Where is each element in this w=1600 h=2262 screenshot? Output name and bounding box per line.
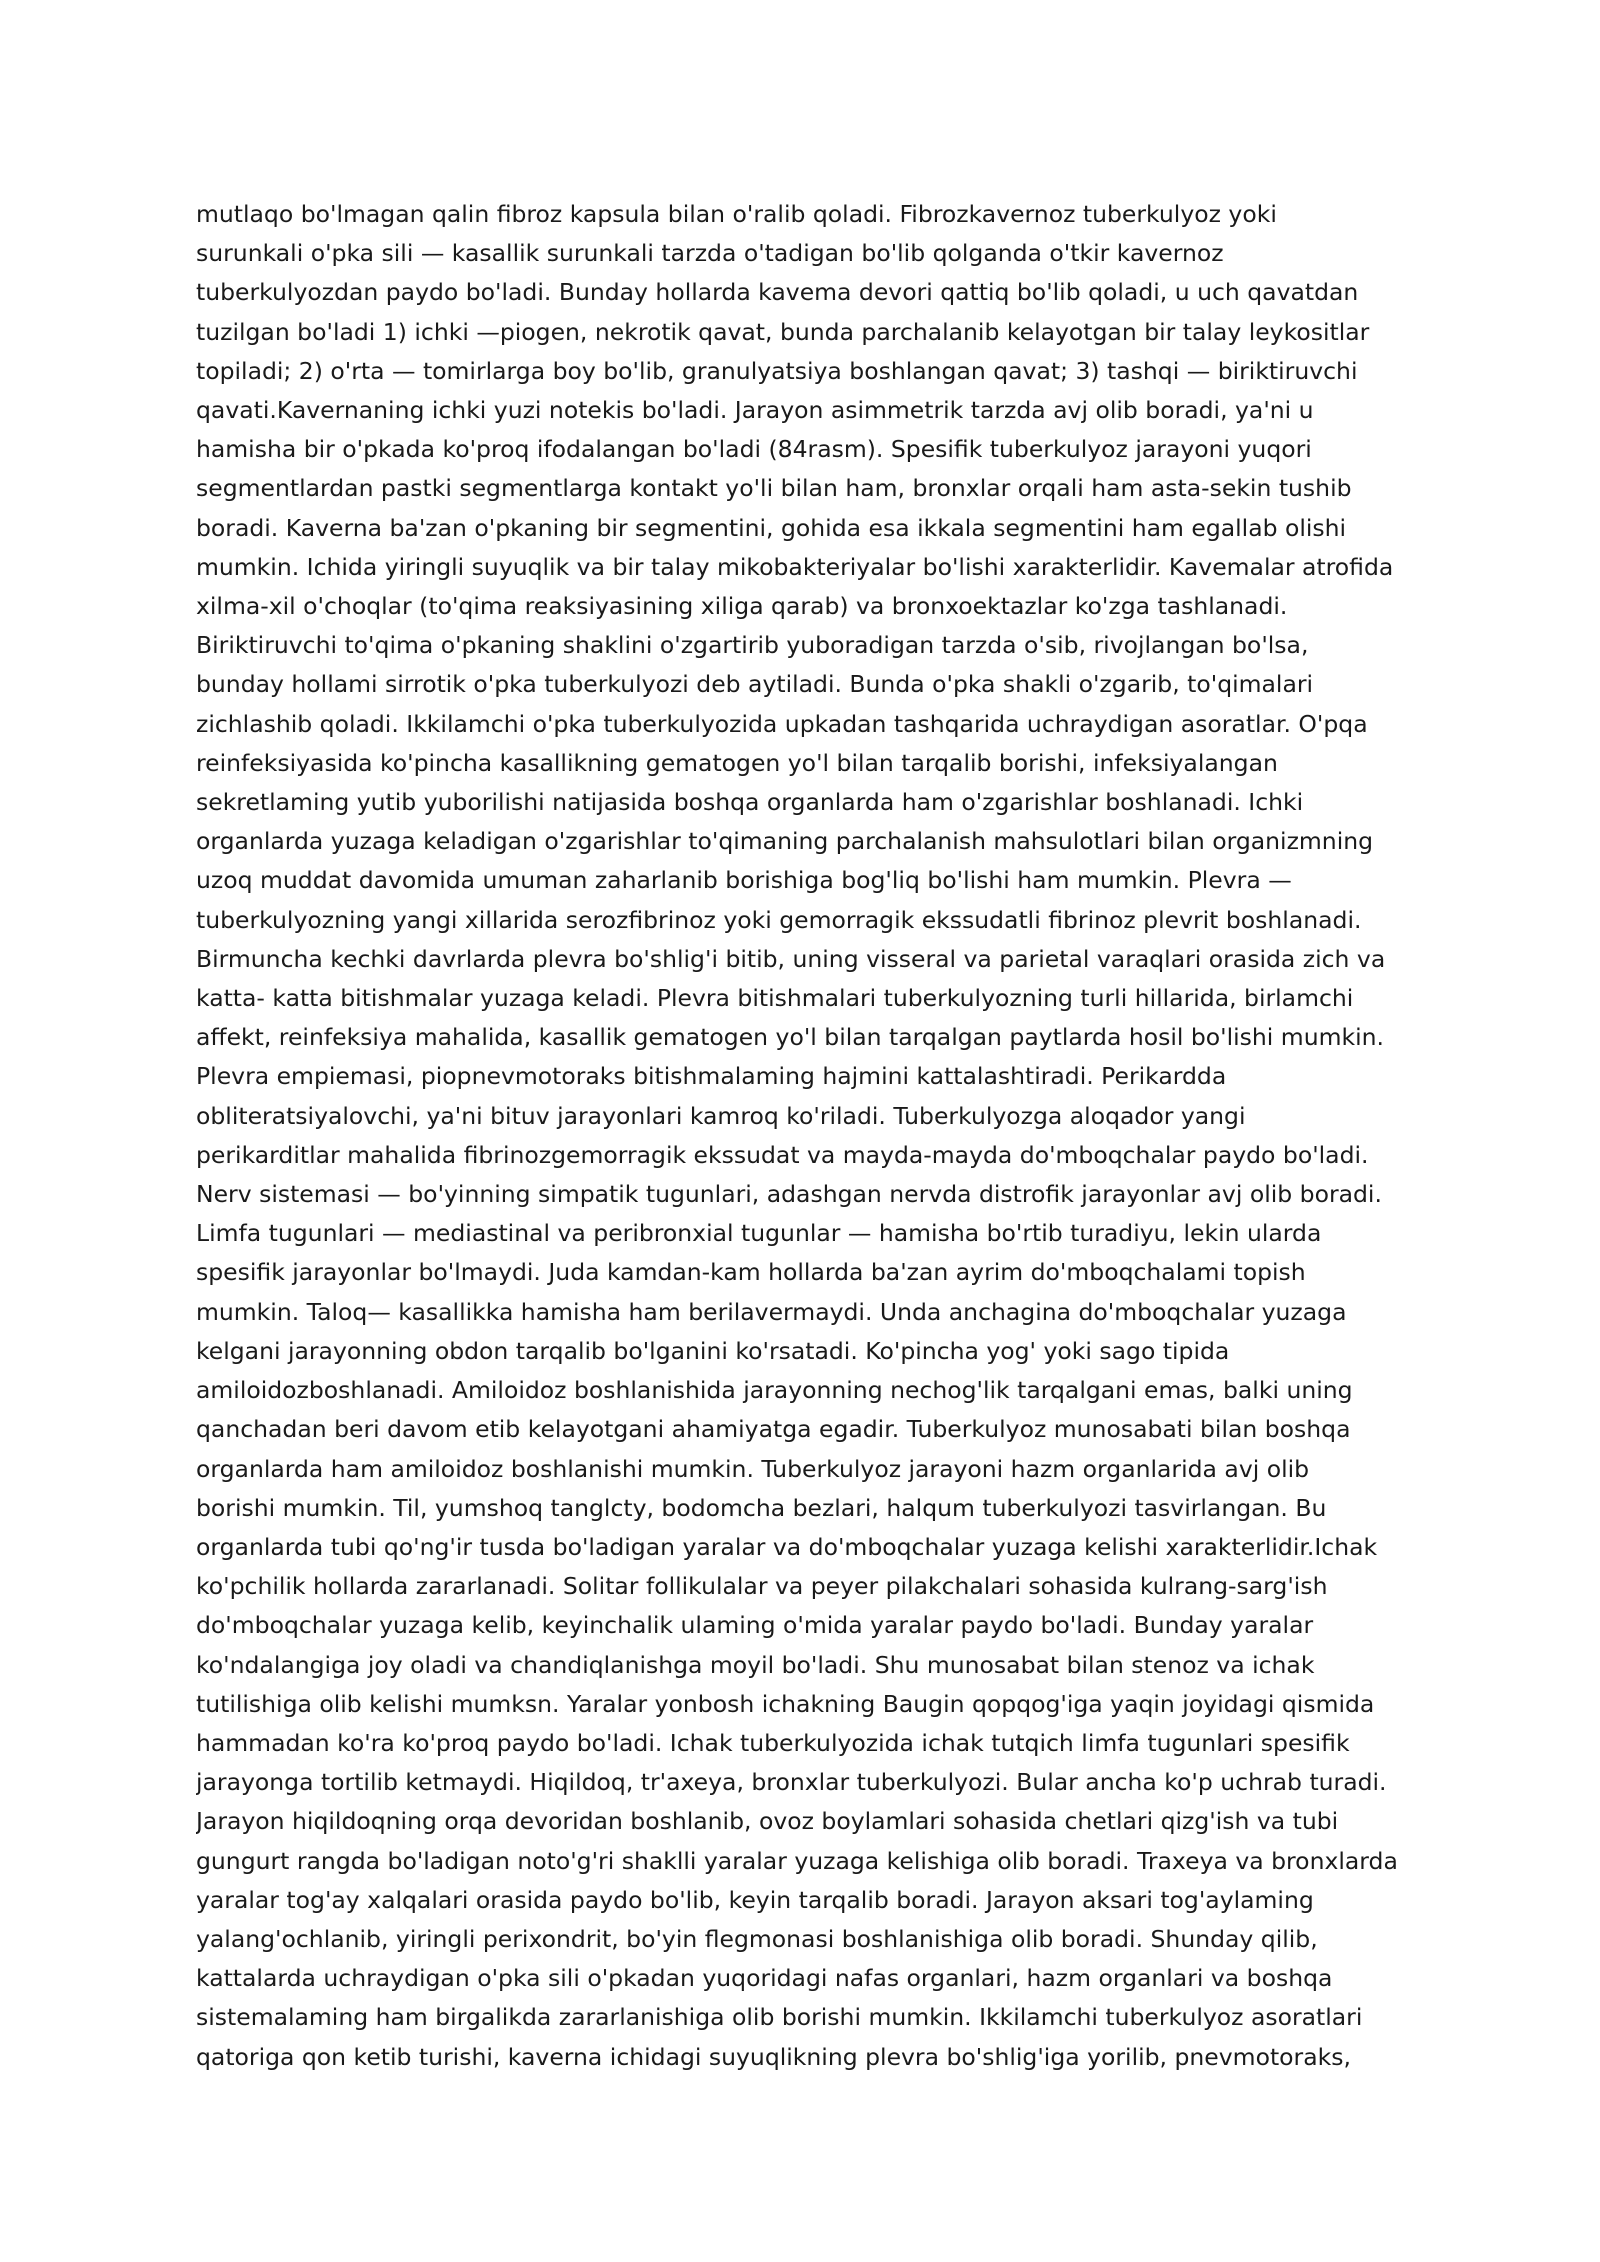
text-line: Plevra empiemasi, piopnevmotoraks bitishmalaming hajmini kattalashtiradi. Perikardda bbox=[196, 1062, 1227, 1091]
text-line: amiloidozboshlanadi. Amiloidoz boshlanishida jarayonning nechog'lik tarqalgani emas, balki uning bbox=[196, 1376, 1353, 1405]
text-line: segmentlardan pastki segmentlarga kontakt yo'li bilan ham, bronxlar orqali ham asta-sekin tushib bbox=[196, 474, 1352, 503]
text-line: hamisha bir o'pkada ko'proq ifodalangan bo'ladi (84rasm). Spesifik tuberkulyoz jarayoni yuqori bbox=[196, 435, 1312, 464]
text-line: perikarditlar mahalida fibrinozgemorragik ekssudat va mayda-mayda do'mboqchalar paydo bo'ladi. bbox=[196, 1140, 1369, 1169]
body-text bbox=[196, 195, 1426, 2077]
text-line: organlarda ham amiloidoz boshlanishi mumkin. Tuberkulyoz jarayoni hazm organlarida avj olib bbox=[196, 1454, 1310, 1483]
text-line: mumkin. Ichida yiringli suyuqlik va bir talay mikobakteriyalar bo'lishi xarakterlidir. Kavemalar atrofida bbox=[196, 552, 1394, 581]
text-line: borishi mumkin. Til, yumshoq tanglcty, bodomcha bezlari, halqum tuberkulyozi tasvirlangan. Bu bbox=[196, 1493, 1327, 1522]
text-line: kattalarda uchraydigan o'pka sili o'pkadan yuqoridagi nafas organlari, hazm organlari va boshqa bbox=[196, 1964, 1333, 1993]
text-line: tutilishiga olib kelishi mumksn. Yaralar yonbosh ichakning Baugin qopqog'iga yaqin joyidagi qismida bbox=[196, 1689, 1375, 1718]
text-line: ko'ndalangiga joy oladi va chandiqlanishga moyil bo'ladi. Shu munosabat bilan stenoz va ichak bbox=[196, 1650, 1315, 1679]
text-line: jarayonga tortilib ketmaydi. Hiqildoq, tr'axeya, bronxlar tuberkulyozi. Bular ancha ko'p uchrab turadi. bbox=[196, 1768, 1387, 1797]
text-line: gungurt rangda bo'ladigan noto'g'ri shaklli yaralar yuzaga kelishiga olib boradi. Traxeya va bronxlarda bbox=[196, 1846, 1398, 1875]
text-line: qatoriga qon ketib turishi, kaverna ichidagi suyuqlikning plevra bo'shlig'iga yorilib, pnevmotoraks, bbox=[196, 2042, 1351, 2071]
text-line: yalang'ochlanib, yiringli perixondrit, bo'yin flegmonasi boshlanishiga olib boradi. Shunday qilib, bbox=[196, 1924, 1318, 1953]
text-line: yaralar tog'ay xalqalari orasida paydo bo'lib, keyin tarqalib boradi. Jarayon aksari tog'aylaming bbox=[196, 1885, 1314, 1914]
text-line: sekretlaming yutib yuborilishi natijasida boshqa organlarda ham o'zgarishlar boshlanadi. Ichki bbox=[196, 788, 1304, 817]
text-line: tuzilgan bo'ladi 1) ichki —piogen, nekrotik qavat, bunda parchalanib kelayotgan bir talay leykositlar bbox=[196, 317, 1370, 346]
text-line: Birmuncha kechki davrlarda plevra bo'shlig'i bitib, uning visseral va parietal varaqlari orasida zich va bbox=[196, 944, 1386, 973]
text-line: affekt, reinfeksiya mahalida, kasallik gematogen yo'l bilan tarqalgan paytlarda hosil bo'lishi mumkin. bbox=[196, 1023, 1384, 1052]
text-line: tuberkulyozdan paydo bo'ladi. Bunday hollarda kavema devori qattiq bo'lib qoladi, u uch qavatdan bbox=[196, 278, 1359, 307]
text-line: surunkali o'pka sili — kasallik surunkali tarzda o'tadigan bo'lib qolganda o'tkir kavernoz bbox=[196, 239, 1224, 268]
text-line: xilma-xil o'choqlar (to'qima reaksiyasining xiliga qarab) va bronxoektazlar ko'zga tashlanadi. bbox=[196, 592, 1288, 621]
text-line: qavati.Kavernaning ichki yuzi notekis bo'ladi. Jarayon asimmetrik tarzda avj olib boradi, ya'ni u bbox=[196, 396, 1314, 425]
text-line: spesifik jarayonlar bo'lmaydi. Juda kamdan-kam hollarda ba'zan ayrim do'mboqchalami topish bbox=[196, 1258, 1306, 1287]
text-line: kelgani jarayonning obdon tarqalib bo'lganini ko'rsatadi. Ko'pincha yog' yoki sago tipida bbox=[196, 1336, 1230, 1365]
text-line: tuberkulyozning yangi xillarida serozfibrinoz yoki gemorragik ekssudatli fibrinoz plevrit boshlanadi. bbox=[196, 905, 1362, 934]
text-line: mutlaqo bo'lmagan qalin fibroz kapsula bilan o'ralib qoladi. Fibrozkavernoz tuberkulyoz yoki bbox=[196, 200, 1277, 228]
text-line: Nerv sistemasi — bo'yinning simpatik tugunlari, adashgan nervda distrofik jarayonlar avj olib boradi. bbox=[196, 1180, 1382, 1209]
text-line: bunday hollami sirrotik o'pka tuberkulyozi deb aytiladi. Bunda o'pka shakli o'zgarib, to'qimalari bbox=[196, 670, 1314, 699]
text-line: ko'pchilik hollarda zararlanadi. Solitar follikulalar va peyer pilakchalari sohasida kulrang-sarg'ish bbox=[196, 1572, 1328, 1601]
text-line: qanchadan beri davom etib kelayotgani ahamiyatga egadir. Tuberkulyoz munosabati bilan boshqa bbox=[196, 1415, 1351, 1444]
text-line: topiladi; 2) o'rta — tomirlarga boy bo'lib, granulyatsiya boshlangan qavat; 3) tashqi — biriktiruvchi bbox=[196, 356, 1358, 385]
text-line: obliteratsiyalovchi, ya'ni bituv jarayonlari kamroq ko'riladi. Tuberkulyozga aloqador yangi bbox=[196, 1101, 1246, 1130]
text-line: organlarda yuzaga keladigan o'zgarishlar to'qimaning parchalanish mahsulotlari bilan organizmning bbox=[196, 827, 1374, 856]
text-line: organlarda tubi qo'ng'ir tusda bo'ladigan yaralar va do'mboqchalar yuzaga kelishi xarakterlidir.Ichak bbox=[196, 1532, 1378, 1561]
text-line: sistemalaming ham birgalikda zararlanishiga olib borishi mumkin. Ikkilamchi tuberkulyoz asoratlari bbox=[196, 2003, 1363, 2032]
text-line: mumkin. Taloq— kasallikka hamisha ham berilavermaydi. Unda anchagina do'mboqchalar yuzaga bbox=[196, 1297, 1347, 1326]
text-line: Jarayon hiqildoqning orqa devoridan boshlanib, ovoz boylamlari sohasida chetlari qizg'ish va tubi bbox=[196, 1807, 1339, 1836]
text-line: Limfa tugunlari — mediastinal va peribronxial tugunlar — hamisha bo'rtib turadiyu, lekin ularda bbox=[196, 1219, 1322, 1248]
text-line: Biriktiruvchi to'qima o'pkaning shaklini o'zgartirib yuboradigan tarzda o'sib, rivojlangan bo'lsa, bbox=[196, 631, 1309, 660]
text-line: boradi. Kaverna ba'zan o'pkaning bir segmentini, gohida esa ikkala segmentini ham egallab olishi bbox=[196, 513, 1347, 542]
text-line: uzoq muddat davomida umuman zaharlanib borishiga bog'liq bo'lishi ham mumkin. Plevra — bbox=[196, 866, 1292, 895]
text-line: zichlashib qoladi. Ikkilamchi o'pka tuberkulyozida upkadan tashqarida uchraydigan asoratlar. O'pqa bbox=[196, 709, 1368, 738]
text-line: do'mboqchalar yuzaga kelib, keyinchalik ulaming o'mida yaralar paydo bo'ladi. Bunday yaralar bbox=[196, 1611, 1314, 1640]
text-line: katta- katta bitishmalar yuzaga keladi. Plevra bitishmalari tuberkulyozning turli hillarida, birlamchi bbox=[196, 984, 1354, 1013]
text-line: reinfeksiyasida ko'pincha kasallikning gematogen yo'l bilan tarqalib borishi, infeksiyalangan bbox=[196, 748, 1278, 777]
text-line: hammadan ko'ra ko'proq paydo bo'ladi. Ichak tuberkulyozida ichak tutqich limfa tugunlari spesifik bbox=[196, 1728, 1350, 1757]
